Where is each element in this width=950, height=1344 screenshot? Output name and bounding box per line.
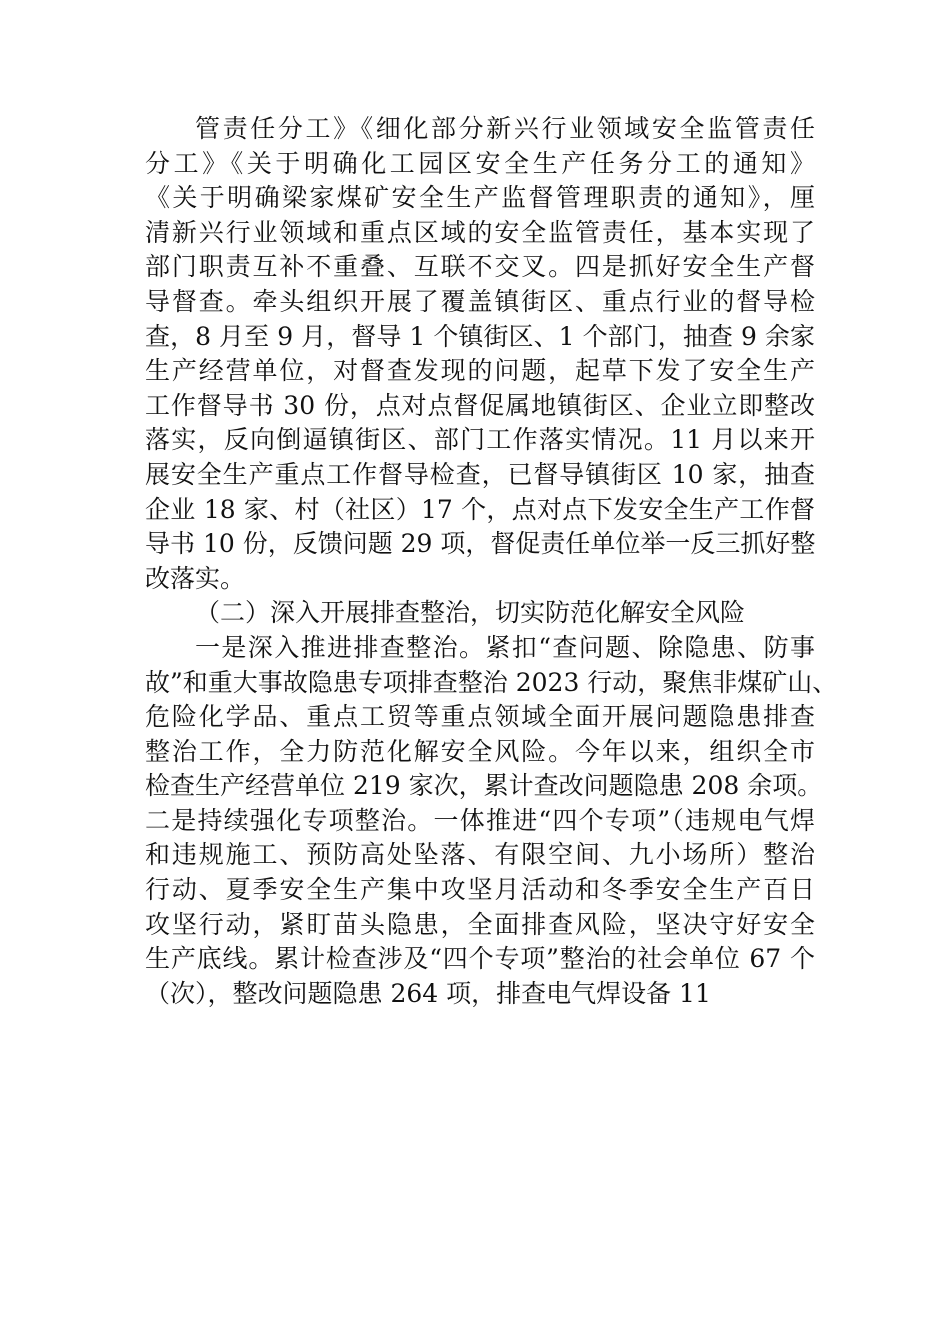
paragraph-line: 管责任分工》《细化部分新兴行业领域安全监管责任 (195, 114, 815, 143)
paragraph-line: 和违规施工、预防高处坠落、有限空间、九小场所）整治 (145, 840, 815, 870)
paragraph-line: 生产经营单位，对督查发现的问题，起草下发了安全生产 (145, 356, 815, 386)
paragraph-line: 生产底线。累计检查涉及“四个专项”整治的社会单位 67 个 (145, 944, 815, 974)
paragraph-line: 导督查。牵头组织开展了覆盖镇街区、重点行业的督导检 (145, 286, 815, 316)
section-heading: （二）深入开展排查整治，切实防范化解安全风险 (195, 598, 746, 628)
paragraph-line: 部门职责互补不重叠、互联不交叉。四是抓好安全生产督 (145, 252, 815, 282)
body-text (145, 112, 838, 1011)
paragraph-line: 改落实。 (145, 563, 246, 593)
paragraph-line: 落实，反向倒逼镇街区、部门工作落实情况。11 月以来开 (145, 425, 815, 455)
paragraph-line: 攻坚行动，紧盯苗头隐患，全面排查风险，坚决守好安全 (145, 909, 815, 939)
paragraph-line: 故”和重大事故隐患专项排查整治 2023 行动，聚焦非煤矿山、 (145, 667, 838, 697)
paragraph-line: 行动、夏季安全生产集中攻坚月活动和冬季安全生产百日 (145, 875, 815, 905)
paragraph-line: 工作督导书 30 份，点对点督促属地镇街区、企业立即整改 (145, 390, 815, 420)
paragraph-line: 一是深入推进排查整治。紧扣“查问题、除隐患、防事 (195, 632, 815, 662)
paragraph-line: （次），整改问题隐患 264 项，排查电气焊设备 11 (145, 978, 711, 1008)
paragraph-line: 企业 18 家、村（社区）17 个，点对点下发安全生产工作督 (145, 494, 815, 524)
paragraph-line: 整治工作，全力防范化解安全风险。今年以来，组织全市 (145, 736, 815, 766)
paragraph-line: 检查生产经营单位 219 家次，累计查改问题隐患 208 余项。 (145, 771, 823, 801)
paragraph-line: 《关于明确梁家煤矿安全生产监督管理职责的通知》，厘 (145, 183, 815, 213)
paragraph-line: 清新兴行业领域和重点区域的安全监管责任，基本实现了 (145, 217, 815, 247)
paragraph-line: 展安全生产重点工作督导检查，已督导镇街区 10 家，抽查 (145, 459, 815, 489)
paragraph-line: 危险化学品、重点工贸等重点领域全面开展问题隐患排查 (145, 702, 815, 732)
paragraph-line: 二是持续强化专项整治。一体推进“四个专项”（违规电气焊 (145, 805, 815, 835)
paragraph-line: 查，8 月至 9 月，督导 1 个镇街区、1 个部门，抽查 9 余家 (145, 321, 815, 351)
paragraph-line: 分工》《关于明确化工园区安全生产任务分工的通知》 (145, 148, 815, 178)
paragraph-line: 导书 10 份，反馈问题 29 项，督促责任单位举一反三抓好整 (145, 529, 816, 559)
